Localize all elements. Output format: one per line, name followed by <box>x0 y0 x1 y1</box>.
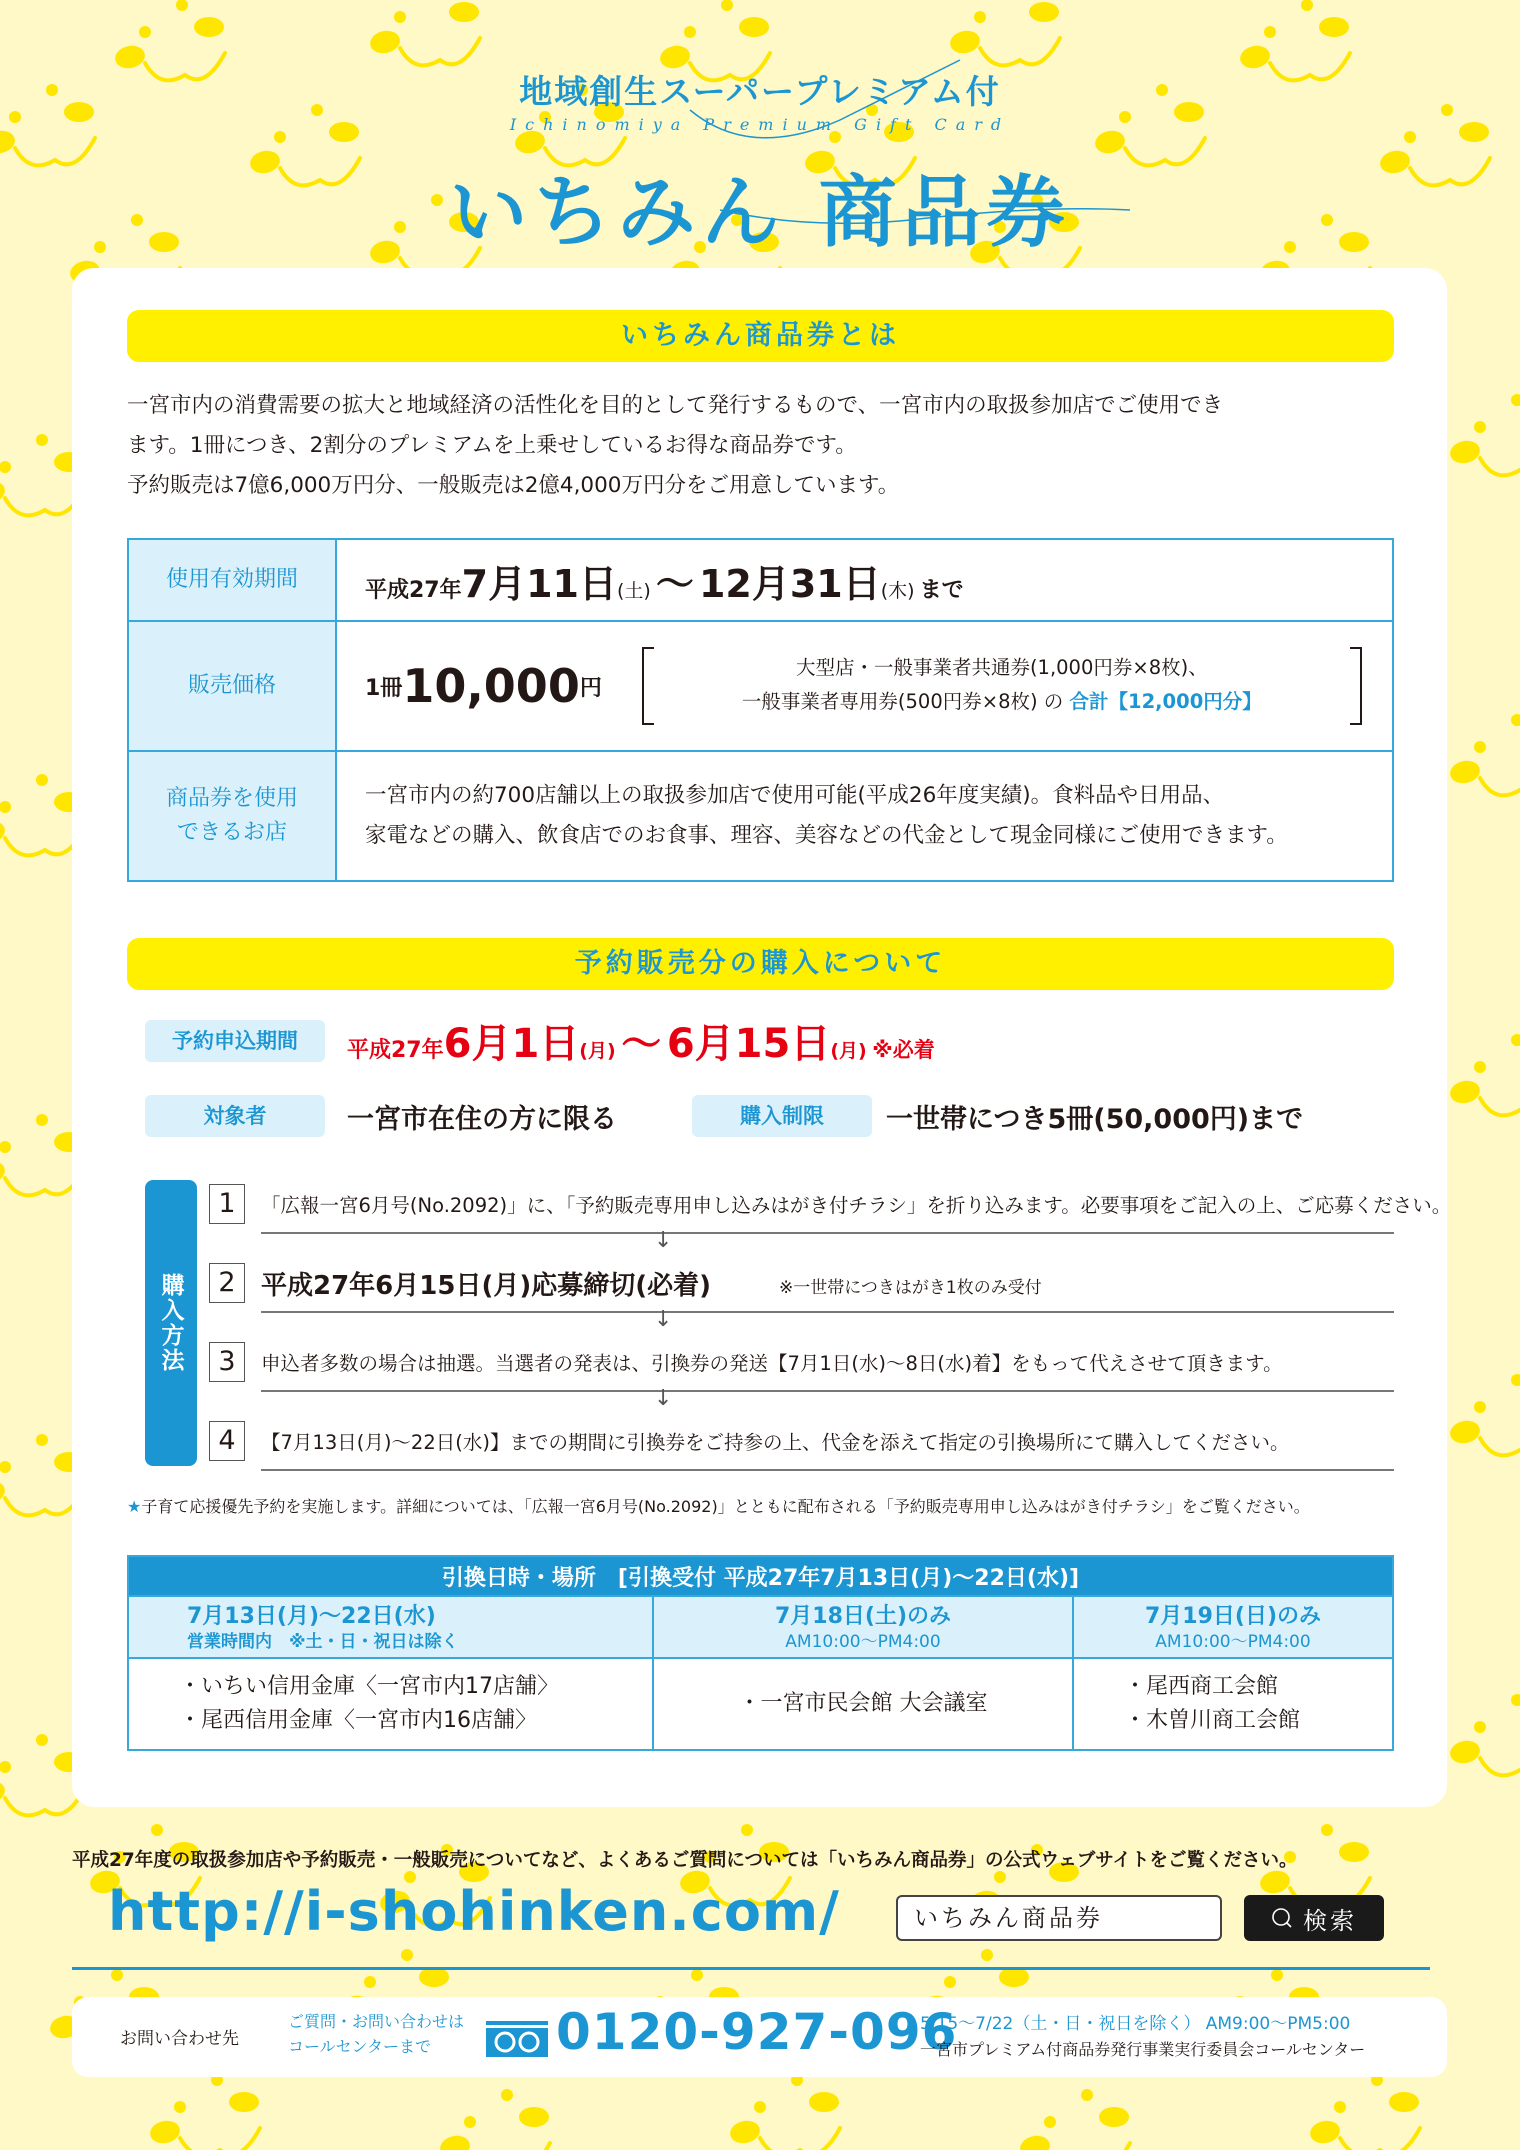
step-2: 2 平成27年6月15日(月)応募締切(必着) ※一世帯につきはがき1枚のみ受付 <box>209 1263 1394 1309</box>
period-label: 予約申込期間 <box>145 1020 325 1062</box>
exchange-col-2-locations: ・一宮市民会館 大会議室 <box>653 1658 1073 1750</box>
stores-value: 一宮市内の約700店舗以上の取扱参加店で使用可能(平成26年度実績)。食料品や日用品、 家電などの購入、飲食店でのお食事、理容、美容などの代金として現金同様にご使用できます。 <box>336 751 1393 881</box>
step-3: 3 申込者多数の場合は抽選。当選者の発表は、引換券の発送【7月1日(水)〜8日(水)着】をもって代えさせて頂きます。 <box>209 1342 1394 1388</box>
about-heading: いちみん商品券とは <box>127 310 1394 362</box>
header-subtitle: 地域創生スーパープレミアム付 <box>519 72 1001 111</box>
about-paragraph <box>127 386 1407 506</box>
divider <box>72 1967 1430 1970</box>
website-url-link[interactable]: http://i-shohinken.com/ <box>108 1880 840 1943</box>
price-amount: 10,000 <box>402 659 580 713</box>
validity-label: 使用有効期間 <box>128 539 336 621</box>
about-line-2: ます。1冊につき、2割分のプレミアムを上乗せしているお得な商品券です。 <box>127 433 857 458</box>
header-title: いちみん 商品券 <box>449 168 1071 258</box>
star-icon: ★ <box>127 1497 142 1516</box>
price-unit-prefix: 1冊 <box>365 675 403 701</box>
price-detail: 大型店・一般事業者共通券(1,000円券×8枚)、 一般事業者専用券(500円券×8枚) の 合計【12,000円分】 <box>642 647 1362 725</box>
target-label: 対象者 <box>145 1095 325 1137</box>
contact-description: ご質問・お問い合わせは コールセンターまで <box>288 2012 465 2056</box>
target-value: 一宮市在住の方に限る <box>347 1104 617 1135</box>
exchange-col-1-date: 7月13日(月)〜22日(水) 営業時間内 ※土・日・祝日は除く <box>128 1596 653 1658</box>
price-label: 販売価格 <box>128 621 336 751</box>
childcare-note: ★子育て応援優先予約を実施します。詳細については、「広報一宮6月号(No.2092)」とともに配布される「予約販売専用申し込みはがき付チラシ」をご覧ください。 <box>127 1497 1310 1516</box>
arrow-down-icon: ↓ <box>654 1307 673 1332</box>
search-input[interactable]: いちみん商品券 <box>896 1895 1222 1941</box>
exchange-col-3-date: 7月19日(日)のみ AM10:00〜PM4:00 <box>1073 1596 1393 1658</box>
contact-organization: 一宮市プレミアム付商品券発行事業実行委員会コールセンター <box>920 2040 1366 2059</box>
purchase-method-label: 購入方法 <box>145 1180 197 1466</box>
search-button[interactable]: 検索 <box>1244 1895 1384 1941</box>
validity-row <box>128 539 1393 621</box>
exchange-col-3-locations: ・尾西商工会館 ・木曽川商工会館 <box>1073 1658 1393 1750</box>
reservation-heading: 予約販売分の購入について <box>127 938 1394 990</box>
about-line-1: 一宮市内の消費需要の拡大と地域経済の活性化を目的として発行するもので、一宮市内の取扱参加店でご使用でき <box>127 393 1224 418</box>
arrow-down-icon: ↓ <box>654 1386 673 1411</box>
exchange-col-2-date: 7月18日(土)のみ AM10:00〜PM4:00 <box>653 1596 1073 1658</box>
contact-hours: 5/15〜7/22（土・日・祝日を除く） AM9:00〜PM5:00 <box>920 2014 1351 2034</box>
exchange-col-1-locations: ・いちい信用金庫〈一宮市内17店舗〉 ・尾西信用金庫〈一宮市内16店舗〉 <box>128 1658 653 1750</box>
info-table <box>127 538 1394 882</box>
stores-label: 商品券を使用 できるお店 <box>128 751 336 881</box>
freedial-icon <box>486 2021 548 2057</box>
magnifier-icon <box>1271 1907 1293 1929</box>
contact-panel <box>72 1997 1447 2077</box>
price-row <box>128 621 1393 751</box>
price-unit: 円 <box>579 675 602 701</box>
contact-label: お問い合わせ先 <box>120 2029 239 2049</box>
step-1: 1 「広報一宮6月号(No.2092)」に、「予約販売専用申し込みはがき付チラシ」を折り込みます。必要事項をご記入の上、ご応募ください。 <box>209 1184 1394 1230</box>
exchange-header: 引換日時・場所 [引換受付 平成27年7月13日(月)〜22日(水)] <box>128 1556 1393 1596</box>
limit-label: 購入制限 <box>692 1095 872 1137</box>
period-value: 平成27年6月1日(月) 〜 6月15日(月) ※必着 <box>347 1021 935 1067</box>
price-total: 合計【12,000円分】 <box>1069 690 1262 713</box>
step-4: 4 【7月13日(月)〜22日(水)】までの期間に引換券をご持参の上、代金を添えて指定の引換場所にて購入してください。 <box>209 1421 1394 1467</box>
main-card <box>72 268 1452 1807</box>
validity-value: 平成27年7月11日(土) 〜 12月31日(木) まで <box>336 539 1393 621</box>
exchange-table <box>127 1555 1394 1751</box>
phone-number[interactable]: 0120-927-096 <box>556 2003 958 2061</box>
stores-row <box>128 751 1393 881</box>
about-line-3: 予約販売は7億6,000万円分、一般販売は2億4,000万円分をご用意しています。 <box>127 473 900 498</box>
faq-text: 平成27年度の取扱参加店や予約販売・一般販売についてなど、よくあるご質問については「いちみん商品券」の公式ウェブサイトをご覧ください。 <box>72 1850 1298 1871</box>
arrow-down-icon: ↓ <box>654 1228 673 1253</box>
limit-value: 一世帯につき5冊(50,000円)まで <box>886 1104 1304 1135</box>
header-english-title: Ichinomiya Premium Gift Card <box>509 115 1011 134</box>
